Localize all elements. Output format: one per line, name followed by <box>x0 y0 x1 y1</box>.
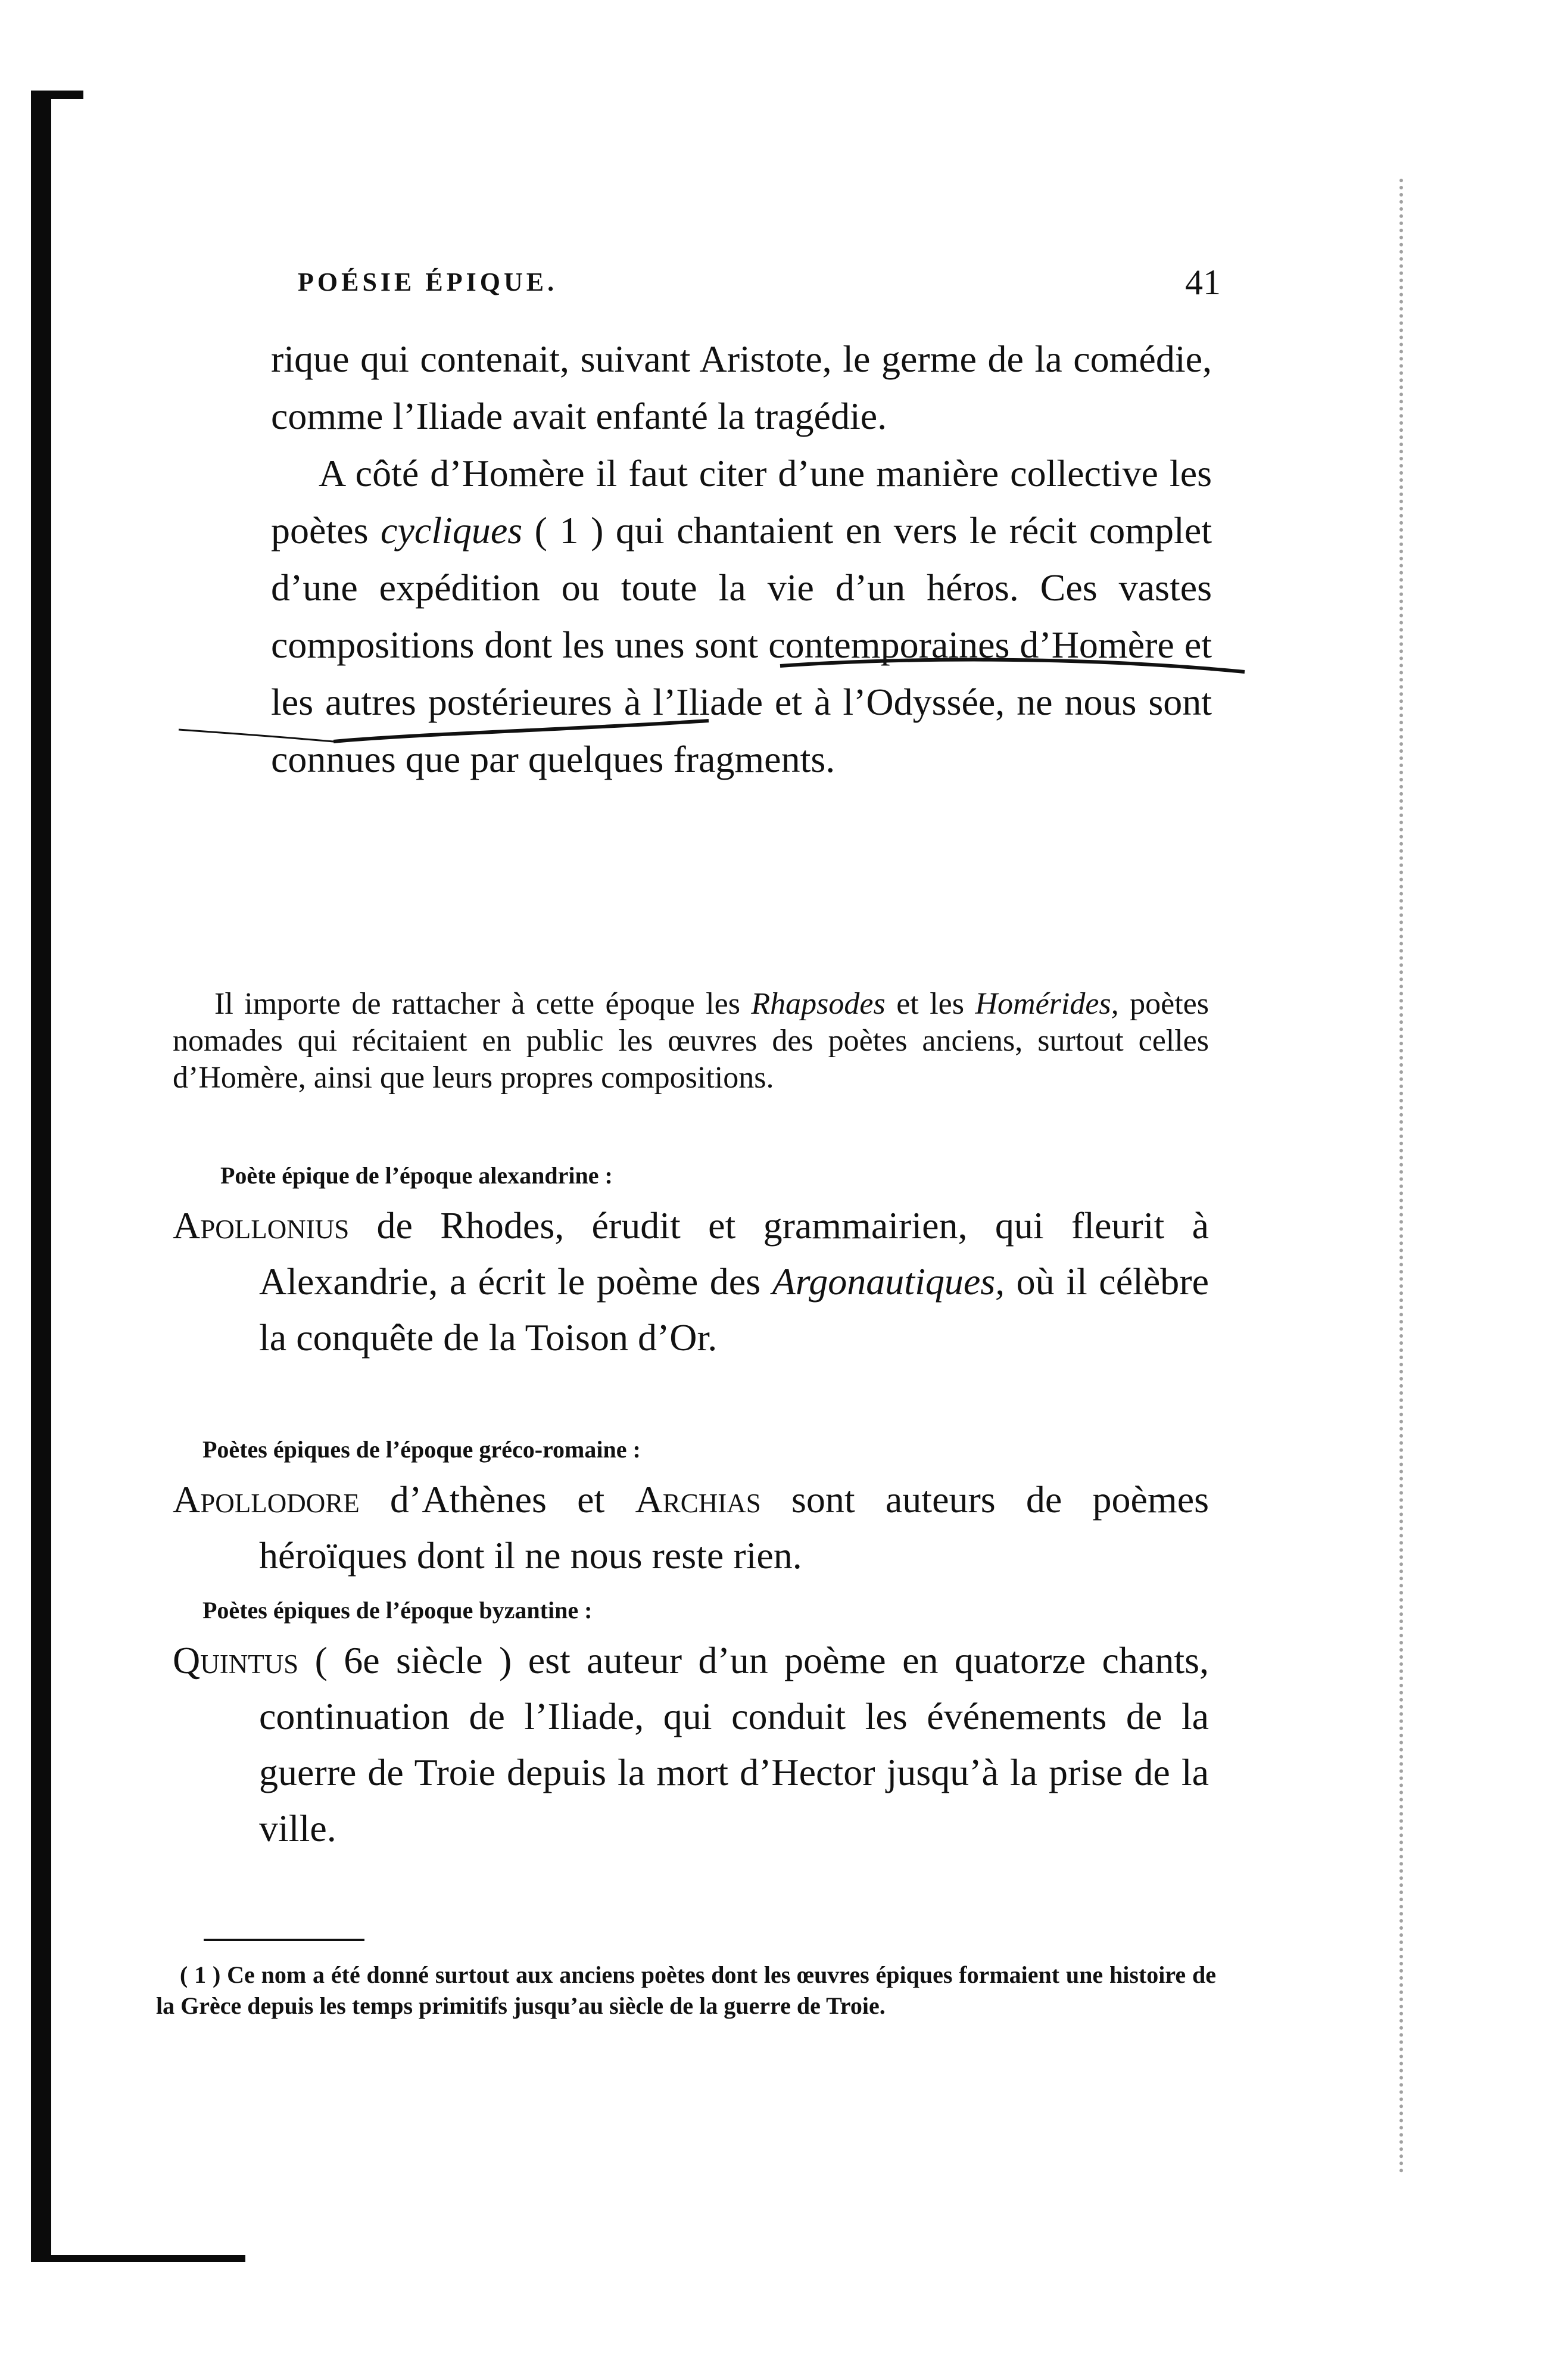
footnote-block <box>156 1960 1216 2021</box>
entry-text-a: d’Athènes et <box>359 1478 635 1521</box>
note-text-a: Il importe de rattacher à cette époque les <box>214 987 752 1021</box>
author-name-2: Archias <box>635 1478 761 1521</box>
binding-edge-bottom <box>31 2255 245 2262</box>
entry-apollodore <box>173 1472 1209 1584</box>
paragraph-2-text-a: A côté d’Homère il faut citer d’une manière collective les poètes <box>271 452 1212 552</box>
footnote: ( 1 ) Ce nom a été donné surtout aux anciens poètes dont les œuvres épiques formaient une histoire de la Grèce depuis les temps primitifs jusqu’au siècle de la guerre de Troie. <box>156 1961 1216 2019</box>
note-block <box>173 986 1209 1097</box>
note-paragraph <box>173 986 1209 1097</box>
section-heading: Poètes épiques de l’époque byzantine : <box>202 1597 593 1624</box>
scan-margin-artifact <box>1399 179 1403 2174</box>
section-byzantine <box>173 1596 1209 1857</box>
footnote-rule <box>204 1939 364 1941</box>
entry-quintus <box>173 1633 1209 1857</box>
running-title: POÉSIE ÉPIQUE. <box>298 267 558 297</box>
section-greco-romaine <box>173 1435 1209 1584</box>
term-argonautiques: Argonautiques, <box>772 1260 1005 1303</box>
entry-text: ( 6e siècle ) est auteur d’un poème en quatorze chants, continuation de l’Iliade, qui conduit les événements de la guerre de Troie depuis la mort d’Hector jusqu’à la prise de la ville. <box>259 1639 1209 1849</box>
binding-edge <box>31 94 51 2262</box>
running-head <box>298 263 1221 303</box>
page-number: 41 <box>1185 263 1221 302</box>
term-homerides: Homérides, <box>975 987 1119 1021</box>
section-alexandrine <box>173 1161 1209 1366</box>
note-text-c: poètes nomades qui récitaient en public les œuvres des poètes anciens, surtout celles d’Homère, ainsi que leurs propres compositions. <box>173 987 1209 1095</box>
entry-text-a: de Rhodes, érudit et grammairien, qui fleurit à Alexandrie, a écrit le poème des <box>259 1204 1209 1303</box>
entry-text-b: sont auteurs de poèmes héroïques dont il ne nous reste rien. <box>259 1478 1209 1577</box>
entry-apollonius <box>173 1198 1209 1366</box>
section-heading: Poètes épiques de l’époque gréco-romaine : <box>202 1436 641 1463</box>
term-rhapsodes: Rhapsodes <box>751 987 886 1021</box>
note-text-b: et les <box>885 987 975 1021</box>
section-heading: Poète épique de l’époque alexandrine : <box>220 1162 613 1189</box>
entry-text-b: où il célèbre la conquête de la Toison d’Or. <box>259 1260 1209 1359</box>
author-name: Apollonius <box>173 1204 350 1247</box>
author-name: Quintus <box>173 1639 299 1681</box>
author-name: Apollodore <box>173 1478 360 1521</box>
term-cycliques: cycliques <box>381 509 523 552</box>
paragraph-2 <box>271 445 1212 788</box>
paragraph-2-text-b: ( 1 ) qui chantaient en vers le récit complet d’une expédition ou toute la vie d’un héros. Ces vastes compositions dont les unes sont contemporaines d’Homère et les autres postérieures à l’Iliade et à l’Odyssée, ne nous sont connues que par quelques fragments. <box>271 509 1212 780</box>
main-text <box>271 331 1212 788</box>
paragraph-1: rique qui contenait, suivant Aristote, le germe de la comédie, comme l’Iliade avait enfanté la tragédie. <box>271 338 1212 437</box>
